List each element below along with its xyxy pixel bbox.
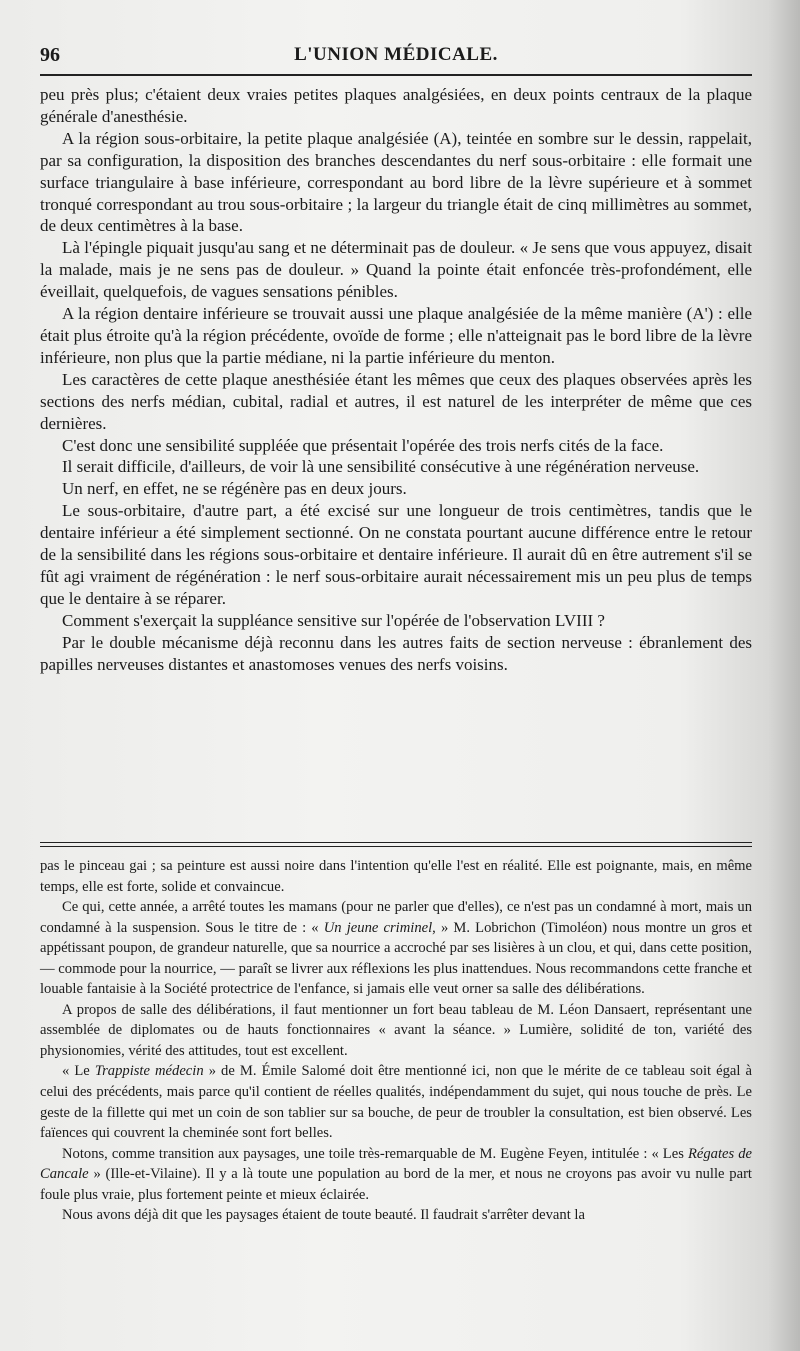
feuilleton-separator: [40, 842, 752, 847]
artwork-title: Régates de Cancale: [40, 1145, 752, 1183]
feuilleton-paragraph: « Le Trappiste médecin » de M. Émile Salomé doit être mentionné ici, non que le mérite de ce tableau soit égal à celui des précédents, mais parce qu'il contient de réelles qualités, indépendamment du sujet, qui nous touche de près. Le geste de la fillette qui met un coin de son tablier sur sa bouche, de peur de troubler la consultation, est bien observé. Les faïences qui couvrent la cheminée sont fort belles.: [40, 1063, 752, 1142]
page-header: [40, 44, 752, 70]
paragraph: Les caractères de cette plaque anesthésiée étant les mêmes que ceux des plaques observées après les sections des nerfs médian, cubital, radial et autres, il est naturel de les interpréter de même que ces dernières.: [40, 369, 752, 433]
paragraph: A la région sous-orbitaire, la petite plaque analgésiée (A), teintée en sombre sur le dessin, rappelait, par sa configuration, la disposition des branches descendantes du nerf sous-orbitaire : elle formait une surface triangulaire à base inférieure, correspondant au bord libre de la lèvre supérieure et à sommet tronqué correspondant au trou sous-orbitaire ; la largeur du triangle était de cinq millimètres au sommet, de deux centimètres à la base.: [40, 128, 752, 236]
header-rule: [40, 74, 752, 76]
feuilleton-paragraph: Notons, comme transition aux paysages, une toile très-remarquable de M. Eugène Feyen, intitulée : « Les Régates de Cancale » (Ille-et-Vilaine). Il y a là toute une population au bord de la mer, et nous ne croyons pas avoir vu nulle part foule plus vraie, plus fortement peinte et mieux éclairée.: [40, 1145, 752, 1203]
paragraph: Comment s'exerçait la suppléance sensitive sur l'opérée de l'observation LVIII ?: [62, 610, 605, 630]
feuilleton-section: [40, 856, 752, 1326]
page-number: 96: [40, 44, 60, 66]
artwork-title: Un jeune criminel: [323, 919, 433, 936]
artwork-title: Trappiste médecin: [94, 1063, 204, 1080]
feuilleton-paragraph: Ce qui, cette année, a arrêté toutes les mamans (pour ne parler que d'elles), ce n'est pas un condamné à mort, mais un condamné à la suspension. Sous le titre de : « Un jeune criminel, » M. Lobrichon (Timoléon) nous montre un gros et appétissant poupon, de grandeur naturelle, que sa nourrice a accroché par ses lisières à un clou, et qui, dans cette position, — commode pour la nourrice, — paraît se livrer aux réflexions les plus inattendues. Nous recommandons cette franche et louable fantaisie à la Société protectrice de l'enfance, si jamais elle veut orner sa salle des délibérations.: [40, 899, 753, 998]
feuilleton-paragraph: Nous avons déjà dit que les paysages étaient de toute beauté. Il faudrait s'arrêter devant la: [62, 1207, 585, 1224]
feuilleton-paragraph: pas le pinceau gai ; sa peinture est aussi noire dans l'intention qu'elle l'est en réalité. Elle est poignante, mais, en même temps, elle est forte, solide et convaincue.: [40, 858, 752, 895]
paragraph: Le sous-orbitaire, d'autre part, a été excisé sur une longueur de trois centimètres, tandis que le dentaire inférieur a été simplement sectionné. On ne constata pourtant aucune différence entre le retour de la sensibilité dans les régions sous-orbitaire et dentaire inférieure. Il aurait dû en être autrement s'il se fût agi vraiment de régénération : le nerf sous-orbitaire aurait nécessairement mis un peu plus de temps que le dentaire à se réparer.: [40, 501, 752, 608]
paragraph: Il serait difficile, d'ailleurs, de voir là une sensibilité consécutive à une régénération nerveuse.: [62, 457, 700, 477]
paragraph: peu près plus; c'étaient deux vraies petites plaques analgésiées, en deux points centraux de la plaque générale d'anesthésie.: [40, 85, 752, 126]
paragraph: Par le double mécanisme déjà reconnu dans les autres faits de section nerveuse : ébranlement des papilles nerveuses distantes et anastomoses venues des nerfs voisins.: [40, 632, 752, 674]
running-head: L'UNION MÉDICALE.: [294, 44, 498, 65]
paragraph: Un nerf, en effet, ne se régénère pas en deux jours.: [62, 479, 407, 499]
paragraph: A la région dentaire inférieure se trouvait aussi une plaque analgésiée de la même manière (A') : elle était plus étroite qu'à la région précédente, ovoïde de forme ; elle n'atteignait pas le bord libre de la lèvre inférieure, non plus que la partie médiane, ni la partie inférieure du menton.: [40, 304, 752, 367]
paragraph: Là l'épingle piquait jusqu'au sang et ne déterminait pas de douleur. « Je sens que vous appuyez, disait la malade, mais je ne sens pas de douleur. » Quand la pointe était enfoncée très-profondément, elle éveillait, quelquefois, de vagues sensations pénibles.: [40, 238, 752, 302]
feuilleton-paragraph: A propos de salle des délibérations, il faut mentionner un fort beau tableau de M. Léon Dansaert, représentant une assemblée de diplomates ou de hauts fonctionnaires « avant la séance. » Lumière, solidité de ton, variété des physionomies, vérité des attitudes, tout est excellent.: [40, 1001, 752, 1059]
paragraph: C'est donc une sensibilité suppléée que présentait l'opérée des trois nerfs cités de la face.: [62, 435, 664, 455]
main-article: [40, 84, 752, 824]
